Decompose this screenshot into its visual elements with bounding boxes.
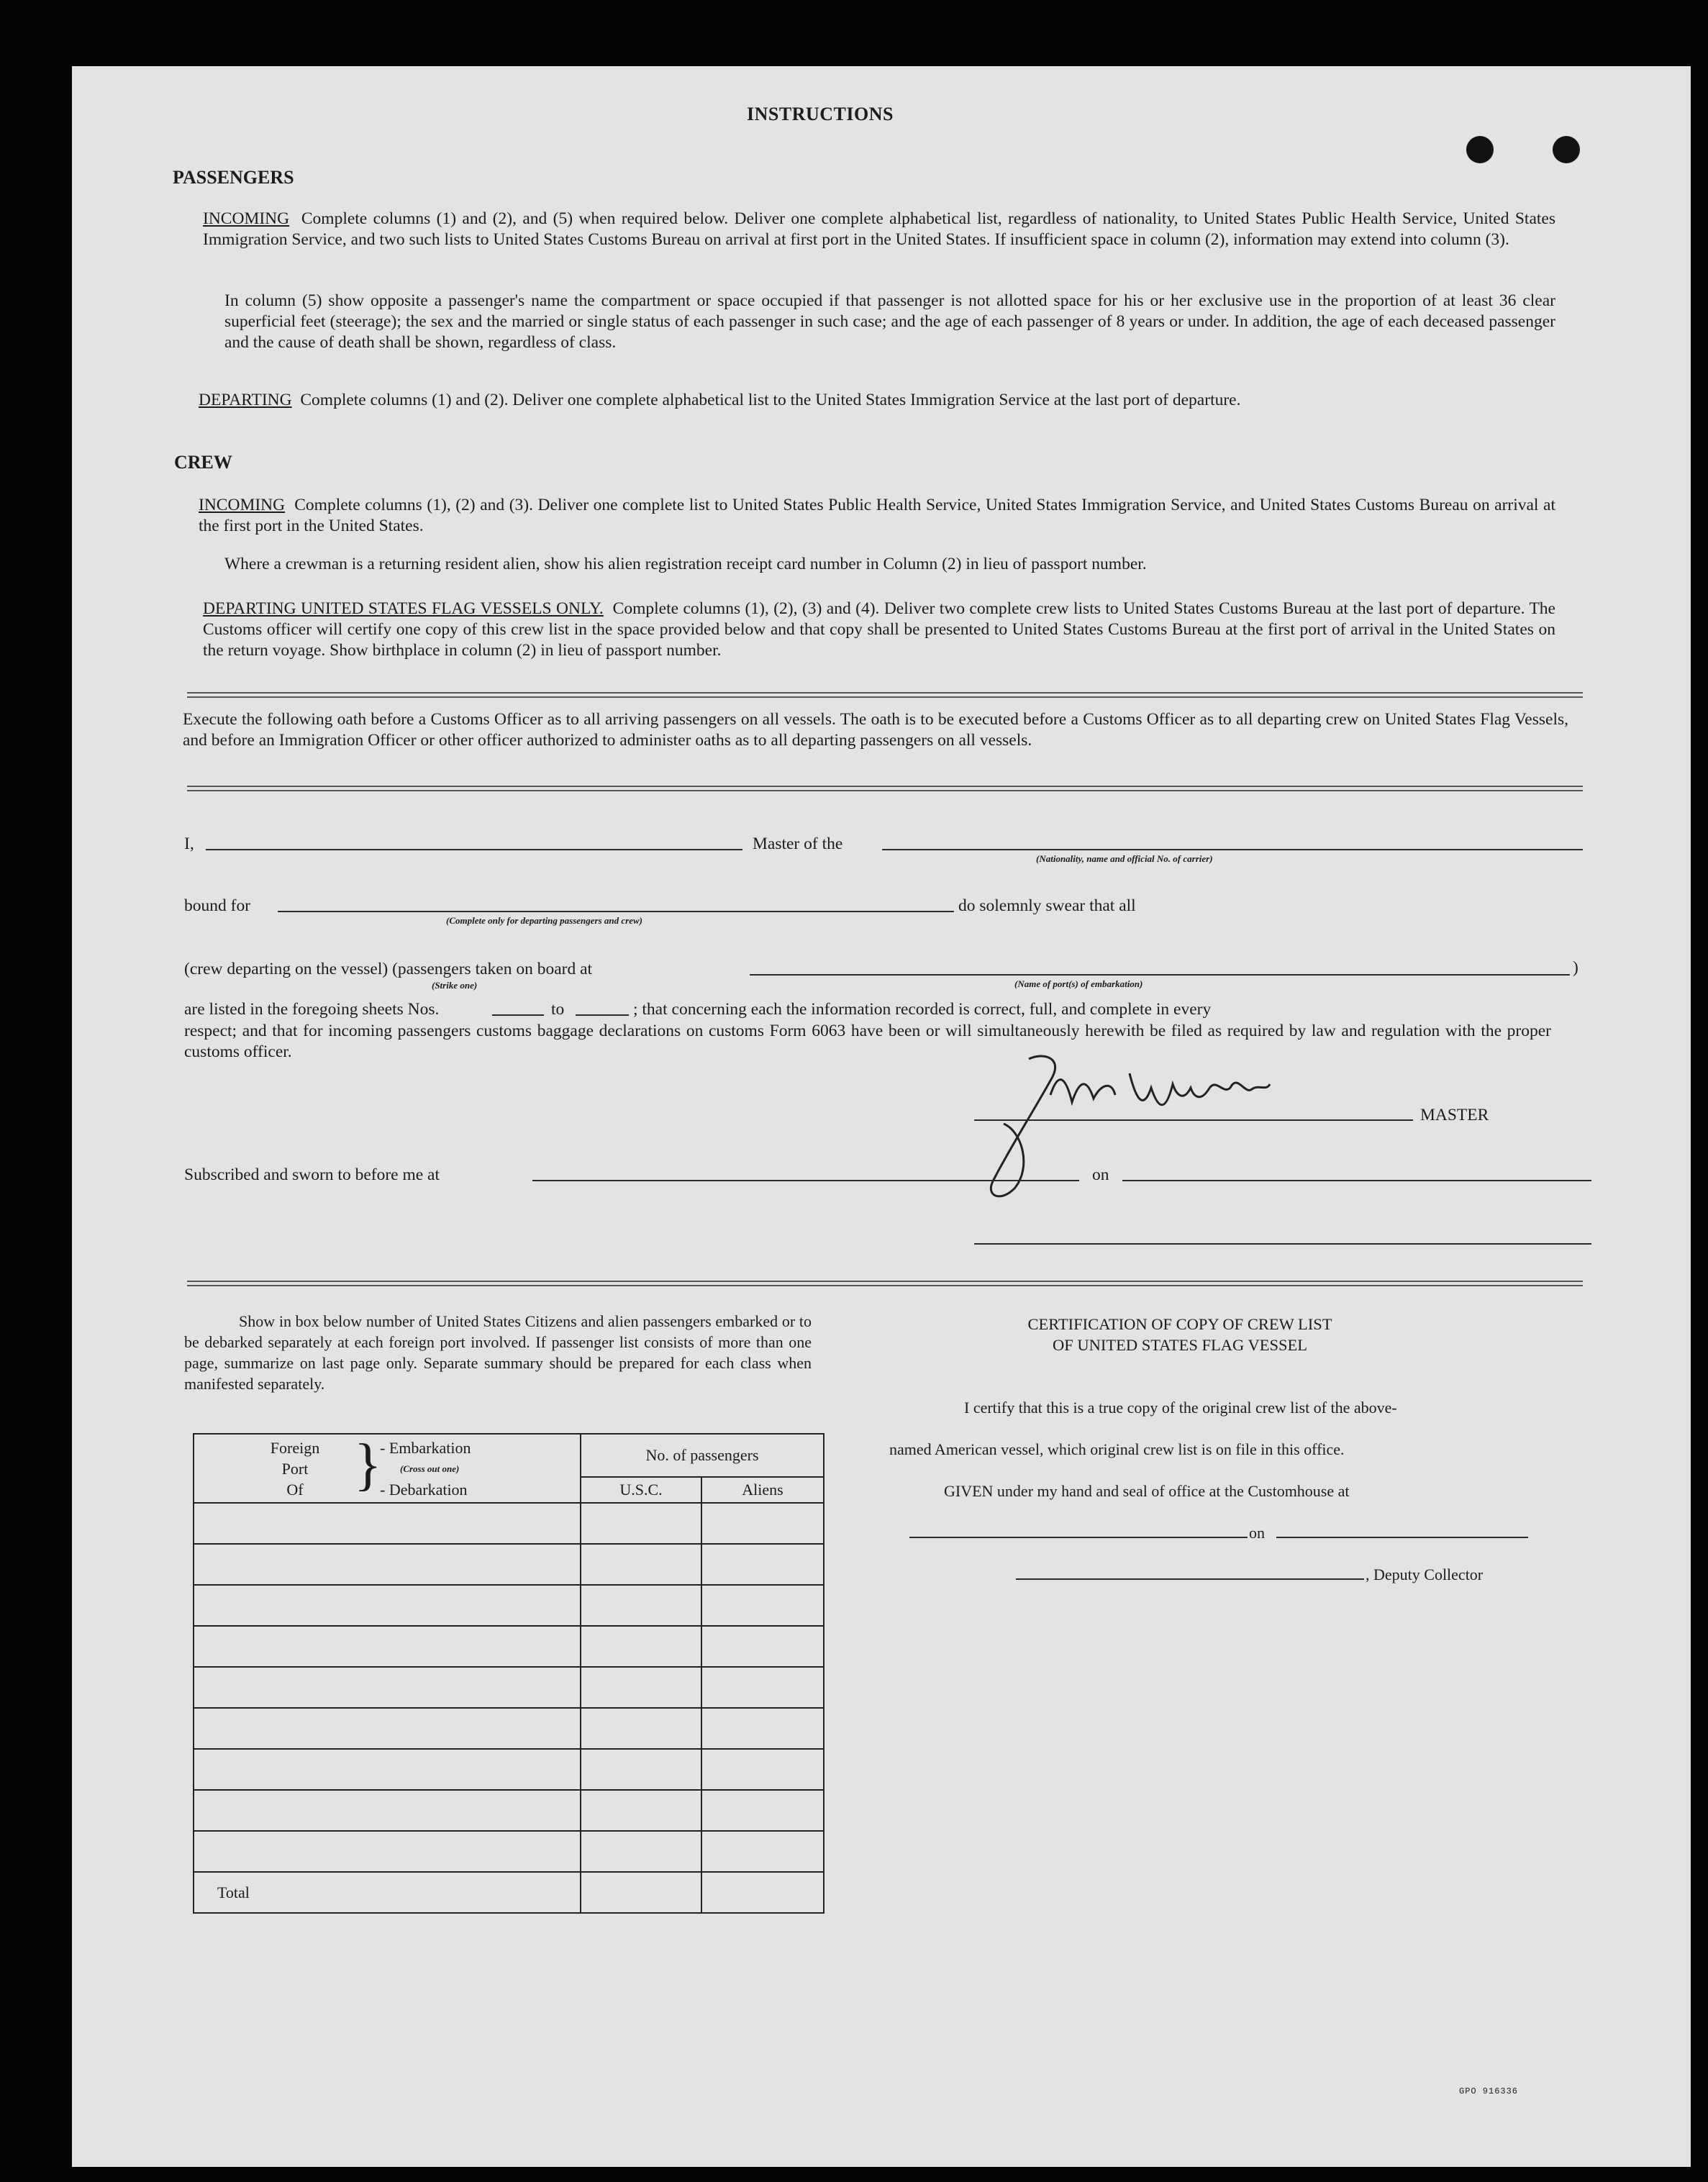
- port-cell[interactable]: [194, 1790, 581, 1831]
- usc-header: U.S.C.: [581, 1477, 701, 1503]
- embarkation-port-field[interactable]: [750, 974, 1570, 976]
- usc-cell[interactable]: [581, 1708, 701, 1749]
- deputy-collector-field[interactable]: [1016, 1578, 1364, 1580]
- aliens-cell[interactable]: [701, 1708, 824, 1749]
- usc-cell[interactable]: [581, 1790, 701, 1831]
- crew-incoming-label: INCOMING: [199, 496, 286, 514]
- port-cell[interactable]: [194, 1667, 581, 1708]
- port-cell[interactable]: [194, 1831, 581, 1872]
- aliens-cell[interactable]: [701, 1544, 824, 1585]
- passengers-departing-label: DEPARTING: [199, 391, 292, 409]
- form-page: [72, 66, 1691, 2167]
- sworn-on-label: on: [1092, 1165, 1109, 1184]
- usc-cell[interactable]: [581, 1667, 701, 1708]
- debarkation-label: - Debarkation: [380, 1481, 468, 1499]
- total-label: [194, 1872, 581, 1913]
- summary-instructions: [184, 1311, 812, 1394]
- footer-code: GPO 916336: [1459, 2086, 1519, 2096]
- passengers-incoming-label: INCOMING: [203, 209, 290, 228]
- punch-hole-right: [1553, 136, 1580, 163]
- usc-cell[interactable]: [581, 1585, 701, 1626]
- port-cell[interactable]: [194, 1544, 581, 1585]
- sheet-from-field[interactable]: [492, 1014, 544, 1016]
- port-cell[interactable]: [194, 1749, 581, 1790]
- divider-2: [187, 786, 1583, 791]
- passengers-heading: PASSENGERS: [173, 167, 294, 188]
- passengers-departing: [199, 390, 1555, 411]
- passengers-incoming-text: Complete columns (1) and (2), and (5) when required below. Deliver one complete alphabetical list, regardless of nationality, to United States Public Health Service, United States Immigration Service, and two such lists to United States Customs Bureau on arrival at first port in the United States. If insufficient space in column (2), information may extend into column (3).: [203, 209, 1555, 249]
- usc-cell[interactable]: [581, 1749, 701, 1790]
- certification-line-2: named American vessel, which original crew list is on file in this office.: [889, 1440, 1345, 1458]
- passengers-column5: In column (5) show opposite a passenger's name the compartment or space occupied if that passenger is not allotted space for his or her exclusive use in the proportion of at least 36 clear superficial feet (steerage); the sex and the married or single status of each passenger in such case; and the age of each passenger of 8 years or under. In addition, the age of each deceased passenger and the cause of death shall be shown, regardless of class.: [224, 291, 1555, 352]
- col-of: Of: [286, 1481, 304, 1499]
- bound-hint: (Complete only for departing passengers and crew): [446, 915, 642, 926]
- strike-one-hint: (Strike one): [432, 980, 478, 991]
- usc-cell[interactable]: [581, 1503, 701, 1544]
- aliens-cell[interactable]: [701, 1667, 824, 1708]
- oath-swear: do solemnly swear that all: [958, 896, 1136, 915]
- crew-resident: Where a crewman is a returning resident alien, show his alien registration receipt card number in Column (2) in lieu of passport number.: [224, 555, 1147, 573]
- certification-heading-1: CERTIFICATION OF COPY OF CREW LIST: [1027, 1315, 1332, 1333]
- deputy-collector-label: , Deputy Collector: [1366, 1565, 1484, 1583]
- aliens-header: Aliens: [701, 1477, 824, 1503]
- aliens-total-cell[interactable]: [701, 1872, 824, 1913]
- oath-crew-passengers: (crew departing on the vessel) (passengers taken on board at: [184, 960, 593, 978]
- no-of-passengers-header: No. of passengers: [581, 1434, 824, 1477]
- total-text: Total: [217, 1883, 250, 1901]
- oath-listed-to: to: [551, 1000, 565, 1019]
- oath-master-of-the: Master of the: [753, 835, 843, 853]
- oath-intro: Execute the following oath before a Customs Officer as to all arriving passengers on all vessels. The oath is to be executed before a Customs Officer as to all departing crew on United States Flag Vessels, and before an Immigration Officer or other officer authorized to administer oaths as to all departing passengers on all vessels.: [183, 710, 1568, 750]
- aliens-cell[interactable]: [701, 1790, 824, 1831]
- aliens-cell[interactable]: [701, 1831, 824, 1872]
- nationality-hint: (Nationality, name and official No. of carrier): [1036, 853, 1213, 864]
- certification-on: on: [1249, 1524, 1265, 1542]
- crew-heading: CREW: [174, 452, 232, 473]
- crew-incoming-text: Complete columns (1), (2) and (3). Deliver one complete list to United States Public Health Service, United States Immigration Service, and United States Customs Bureau on arrival at the first port in the United States.: [199, 496, 1555, 535]
- foreign-port-header: [194, 1434, 581, 1503]
- passengers-incoming: [203, 209, 1555, 250]
- port-cell[interactable]: [194, 1708, 581, 1749]
- summary-instructions-text: Show in box below number of United States Citizens and alien passengers embarked or to be debarked separately at each foreign port involved. If passenger list consists of more than one page, summarize on last page only. Separate summary should be prepared for each class when manifested separately.: [184, 1312, 812, 1393]
- divider-3: [187, 1281, 1583, 1286]
- aliens-cell[interactable]: [701, 1749, 824, 1790]
- oath-listed-rest: respect; and that for incoming passengers customs baggage declarations on customs Form 6063 have been or will simultaneously herewith be filed as required by law and regulation with the proper customs officer.: [184, 1022, 1551, 1061]
- port-hint: (Name of port(s) of embarkation): [1014, 978, 1143, 989]
- usc-cell[interactable]: [581, 1626, 701, 1667]
- aliens-cell[interactable]: [701, 1585, 824, 1626]
- col-foreign: Foreign: [270, 1439, 320, 1457]
- sworn-at-field[interactable]: [532, 1180, 1079, 1181]
- page-title: INSTRUCTIONS: [747, 104, 894, 124]
- master-name-field[interactable]: [206, 849, 742, 850]
- embarkation-label: - Embarkation: [380, 1439, 471, 1457]
- officer-signature-field[interactable]: [974, 1243, 1591, 1245]
- sworn-on-field[interactable]: [1122, 1180, 1591, 1181]
- bound-for-field[interactable]: [278, 911, 954, 912]
- passengers-departing-text: Complete columns (1) and (2). Deliver one complete alphabetical list to the United States Immigration Service at the last port of departure.: [300, 391, 1241, 409]
- usc-cell[interactable]: [581, 1831, 701, 1872]
- oath-listed-1: are listed in the foregoing sheets Nos.: [184, 1000, 440, 1019]
- master-signature-line[interactable]: [974, 1119, 1413, 1121]
- brace-icon: }: [354, 1433, 382, 1496]
- passenger-summary-table: [193, 1433, 825, 1914]
- master-label: MASTER: [1420, 1106, 1489, 1124]
- certification-heading: [907, 1314, 1453, 1355]
- port-cell[interactable]: [194, 1503, 581, 1544]
- port-cell[interactable]: [194, 1585, 581, 1626]
- certification-line-1: I certify that this is a true copy of the original crew list of the above-: [964, 1399, 1397, 1417]
- col-port: Port: [281, 1460, 309, 1478]
- aliens-cell[interactable]: [701, 1503, 824, 1544]
- close-paren: ): [1573, 958, 1578, 977]
- oath-listed-2: ; that concerning each the information recorded is correct, full, and complete in every: [633, 1000, 1212, 1019]
- subscribed-label: Subscribed and sworn to before me at: [184, 1165, 440, 1184]
- aliens-cell[interactable]: [701, 1626, 824, 1667]
- punch-hole-left: [1466, 136, 1494, 163]
- usc-total-cell[interactable]: [581, 1872, 701, 1913]
- customhouse-field[interactable]: [909, 1537, 1248, 1538]
- usc-cell[interactable]: [581, 1544, 701, 1585]
- crew-departing-label: DEPARTING UNITED STATES FLAG VESSELS ONLY.: [203, 599, 604, 618]
- crew-incoming: [199, 495, 1555, 537]
- cross-out-label: (Cross out one): [400, 1463, 460, 1474]
- master-signature: [964, 1045, 1324, 1203]
- crew-departing-text: Complete columns (1), (2), (3) and (4). Deliver two complete crew lists to United States Customs Bureau at the last port of departure. The Customs officer will certify one copy of this crew list in the space provided below and that copy shall be presented to United States Customs Bureau at the first port of arrival in the United States on the return voyage. Show birthplace in column (2) in lieu of passport number.: [203, 599, 1555, 660]
- certification-line-3: GIVEN under my hand and seal of office at the Customhouse at: [944, 1482, 1350, 1500]
- divider-1: [187, 692, 1583, 698]
- oath-bound-for: bound for: [184, 896, 251, 915]
- certification-date-field[interactable]: [1276, 1537, 1528, 1538]
- certification-heading-2: OF UNITED STATES FLAG VESSEL: [1052, 1336, 1308, 1354]
- port-cell[interactable]: [194, 1626, 581, 1667]
- crew-departing: [203, 599, 1555, 661]
- carrier-field[interactable]: [882, 849, 1583, 850]
- oath-i-label: I,: [184, 835, 194, 853]
- sheet-to-field[interactable]: [576, 1014, 629, 1016]
